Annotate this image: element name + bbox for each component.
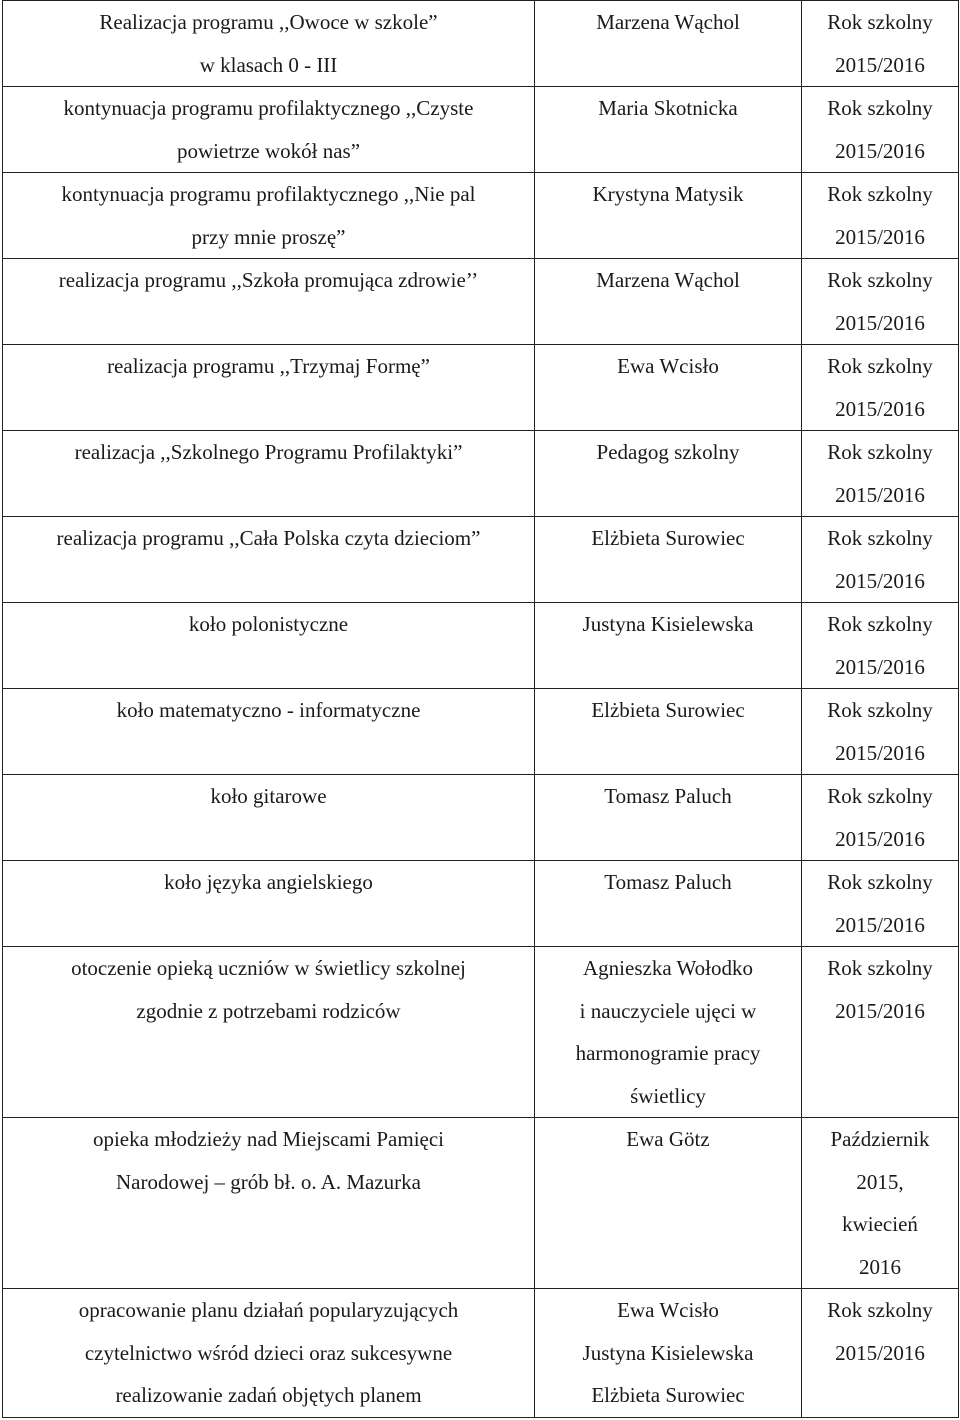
task-cell (3, 173, 535, 259)
date-text-line: Rok szkolny (827, 956, 933, 980)
date-text-line: Rok szkolny (827, 440, 933, 464)
task-text-line: realizacja ,,Szkolnego Programu Profilaktyki” (74, 440, 463, 464)
task-cell (3, 345, 535, 431)
person-cell (535, 1, 802, 87)
date-text-line: Rok szkolny (827, 612, 933, 636)
date-text-line: Rok szkolny (827, 268, 933, 292)
date-text-line: Rok szkolny (827, 870, 933, 894)
person-text-line: Ewa Götz (626, 1127, 710, 1151)
date-cell (802, 689, 959, 775)
person-cell (535, 1118, 802, 1289)
task-cell (3, 775, 535, 861)
person-text-line: Ewa Wcisło (617, 354, 719, 378)
table-row (3, 259, 959, 345)
table-row (3, 1118, 959, 1289)
task-text-line: powietrze wokół nas” (176, 138, 361, 163)
date-text-line: 2015/2016 (835, 826, 925, 851)
date-text-line: 2015/2016 (835, 482, 925, 507)
task-text-line: kontynuacja programu profilaktycznego ,,Nie pal (61, 182, 476, 206)
date-text-line: 2015/2016 (835, 310, 925, 335)
table-row (3, 87, 959, 173)
date-cell (802, 603, 959, 689)
activities-table (2, 0, 959, 1418)
person-cell (535, 517, 802, 603)
task-text-line: realizacja programu ,,Szkoła promująca zdrowie’’ (58, 268, 479, 292)
date-text-line: Rok szkolny (827, 182, 933, 206)
date-text-line: Rok szkolny (827, 526, 933, 550)
task-text-line: Realizacja programu ,,Owoce w szkole” (99, 10, 438, 34)
person-cell (535, 259, 802, 345)
task-text-line: Narodowej – grób bł. o. A. Mazurka (115, 1169, 421, 1194)
date-text-line: 2016 (859, 1254, 901, 1279)
person-text-line: Agnieszka Wołodko (583, 956, 753, 980)
person-cell (535, 431, 802, 517)
date-text-line: 2015/2016 (835, 998, 925, 1023)
date-text-line: 2015/2016 (835, 224, 925, 249)
person-cell (535, 345, 802, 431)
task-cell (3, 431, 535, 517)
person-text-line: Justyna Kisielewska (582, 612, 754, 636)
date-cell (802, 1289, 959, 1418)
person-text-line: Elżbieta Surowiec (591, 1383, 745, 1407)
date-cell (802, 259, 959, 345)
person-text-line: Justyna Kisielewska (582, 1340, 754, 1365)
task-text-line: otoczenie opieką uczniów w świetlicy szkolnej (71, 956, 466, 980)
date-text-line: 2015, (856, 1169, 904, 1194)
table-row (3, 173, 959, 259)
person-text-line: Ewa Wcisło (617, 1298, 719, 1322)
person-cell (535, 87, 802, 173)
task-cell (3, 1289, 535, 1418)
task-text-line: czytelnictwo wśród dzieci oraz sukcesywne (84, 1340, 453, 1365)
date-cell (802, 431, 959, 517)
date-text-line: Rok szkolny (827, 1298, 933, 1322)
task-cell (3, 1118, 535, 1289)
person-text-line: i nauczyciele ujęci w (579, 998, 757, 1023)
table-row (3, 431, 959, 517)
task-text-line: realizowanie zadań objętych planem (115, 1383, 422, 1407)
table-row (3, 689, 959, 775)
task-text-line: koło gitarowe (210, 784, 327, 808)
table-row (3, 517, 959, 603)
table-row (3, 345, 959, 431)
person-text-line: Tomasz Paluch (604, 784, 732, 808)
person-cell (535, 1289, 802, 1418)
task-cell (3, 861, 535, 947)
date-text-line: 2015/2016 (835, 138, 925, 163)
table-row (3, 1, 959, 87)
task-cell (3, 87, 535, 173)
person-text-line: Maria Skotnicka (598, 96, 738, 120)
person-cell (535, 689, 802, 775)
date-text-line: 2015/2016 (835, 740, 925, 765)
task-cell (3, 689, 535, 775)
task-text-line: zgodnie z potrzebami rodziców (136, 998, 401, 1023)
date-cell (802, 861, 959, 947)
task-text-line: koło języka angielskiego (164, 870, 373, 894)
date-text-line: 2015/2016 (835, 52, 925, 77)
date-cell (802, 775, 959, 861)
date-text-line: Październik (830, 1127, 930, 1151)
date-cell (802, 345, 959, 431)
person-cell (535, 947, 802, 1118)
task-cell (3, 517, 535, 603)
date-text-line: Rok szkolny (827, 784, 933, 808)
task-text-line: przy mnie proszę” (191, 224, 346, 249)
person-text-line: Pedagog szkolny (596, 440, 740, 464)
table-row (3, 1289, 959, 1418)
person-text-line: świetlicy (630, 1083, 706, 1108)
person-cell (535, 861, 802, 947)
task-cell (3, 947, 535, 1118)
table-row (3, 603, 959, 689)
person-cell (535, 603, 802, 689)
person-cell (535, 775, 802, 861)
date-text-line: 2015/2016 (835, 912, 925, 937)
person-text-line: Marzena Wąchol (596, 268, 740, 292)
date-text-line: Rok szkolny (827, 96, 933, 120)
task-text-line: realizacja programu ,,Cała Polska czyta dzieciom” (56, 526, 481, 550)
person-cell (535, 173, 802, 259)
task-cell (3, 259, 535, 345)
date-cell (802, 517, 959, 603)
table-row (3, 775, 959, 861)
task-cell (3, 603, 535, 689)
date-text-line: 2015/2016 (835, 568, 925, 593)
date-text-line: 2015/2016 (835, 1340, 925, 1365)
date-text-line: 2015/2016 (835, 654, 925, 679)
date-text-line: 2015/2016 (835, 396, 925, 421)
date-cell (802, 87, 959, 173)
task-text-line: koło matematyczno - informatyczne (116, 698, 421, 722)
table-row (3, 947, 959, 1118)
date-cell (802, 1118, 959, 1289)
person-text-line: Marzena Wąchol (596, 10, 740, 34)
person-text-line: harmonogramie pracy (575, 1041, 761, 1065)
person-text-line: Elżbieta Surowiec (591, 698, 745, 722)
date-cell (802, 1, 959, 87)
date-cell (802, 173, 959, 259)
table-row (3, 861, 959, 947)
date-text-line: Rok szkolny (827, 10, 933, 34)
task-cell (3, 1, 535, 87)
task-text-line: w klasach 0 - III (199, 52, 338, 77)
date-text-line: kwiecień (842, 1212, 918, 1236)
date-text-line: Rok szkolny (827, 698, 933, 722)
person-text-line: Tomasz Paluch (604, 870, 732, 894)
date-cell (802, 947, 959, 1118)
task-text-line: opracowanie planu działań popularyzujących (78, 1298, 459, 1322)
person-text-line: Elżbieta Surowiec (591, 526, 745, 550)
date-text-line: Rok szkolny (827, 354, 933, 378)
activities-table-body (3, 1, 959, 1418)
task-text-line: kontynuacja programu profilaktycznego ,,Czyste (63, 96, 474, 120)
person-text-line: Krystyna Matysik (592, 182, 744, 206)
task-text-line: opieka młodzieży nad Miejscami Pamięci (92, 1127, 445, 1151)
task-text-line: realizacja programu ,,Trzymaj Formę” (107, 354, 430, 378)
task-text-line: koło polonistyczne (188, 612, 349, 636)
